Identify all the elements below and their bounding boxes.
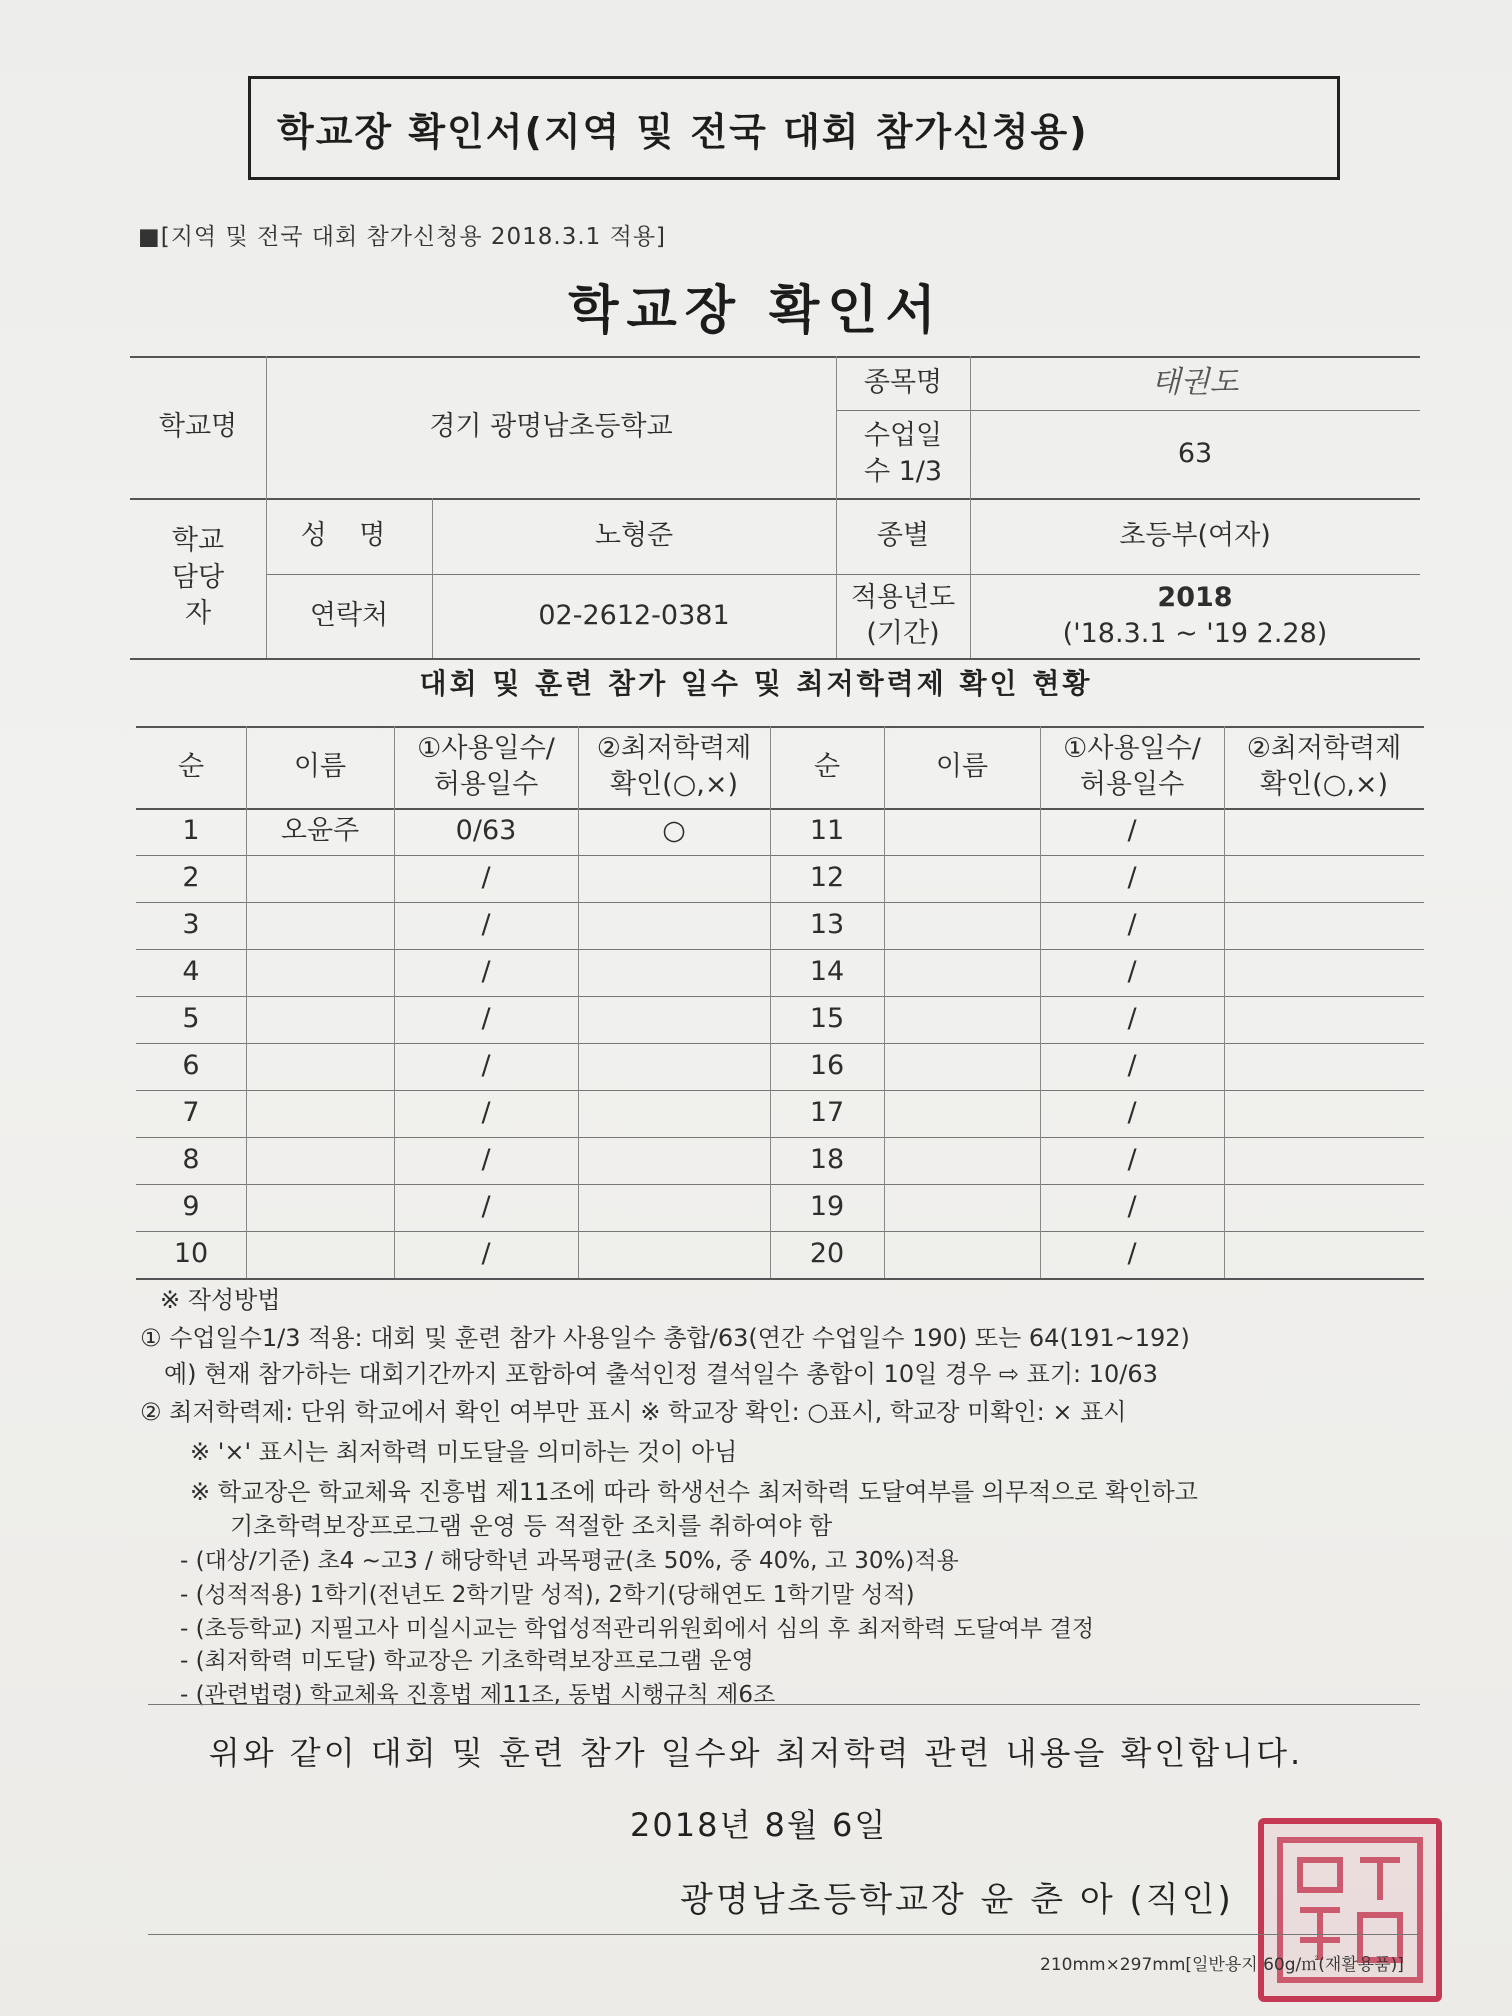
table-cell-check <box>578 902 770 949</box>
table-cell-check <box>578 1043 770 1090</box>
table-cell-no: 19 <box>809 1191 845 1223</box>
table-cell-days: / <box>1127 909 1137 941</box>
table-cell-days: / <box>481 956 491 988</box>
table-cell-check <box>1224 808 1424 855</box>
phone-value: 02-2612-0381 <box>538 599 730 631</box>
table-cell-no: 12 <box>809 862 845 894</box>
table-cell-check <box>578 1137 770 1184</box>
table-cell-name <box>246 1043 394 1090</box>
note-line: ※ '×' 표시는 최저학력 미도달을 의미하는 것이 아님 <box>190 1438 738 1466</box>
school-label: 학교명 <box>158 410 238 442</box>
box-title: 학교장 확인서(지역 및 전국 대회 참가신청용) <box>248 76 1340 180</box>
header-check: ②최저학력제 확인(○,×) <box>596 732 752 800</box>
header-days: ①사용일수/ 허용일수 <box>417 732 555 800</box>
table-row-line <box>136 1278 1424 1280</box>
table-cell-name <box>884 808 1040 855</box>
table-cell-days: / <box>481 1097 491 1129</box>
table-cell-name <box>246 1137 394 1184</box>
table-cell-days: / <box>481 1144 491 1176</box>
table-cell-check <box>1224 1137 1424 1184</box>
note-line: - (최저학력 미도달) 학교장은 기초학력보장프로그램 운영 <box>180 1648 754 1674</box>
table-cell-check <box>578 949 770 996</box>
header-name: 이름 <box>293 750 347 782</box>
category-value: 초등부(여자) <box>1119 519 1271 551</box>
days-value: 63 <box>1177 437 1213 469</box>
note-line: 예) 현재 참가하는 대회기간까지 포함하여 출석인정 결석일수 총합이 10일 경우 ⇨ 표기: 10/63 <box>164 1360 1158 1388</box>
issue-date: 2018년 8월 6일 <box>630 1806 888 1844</box>
table-cell-no: 4 <box>182 956 200 988</box>
category-label: 종별 <box>876 519 930 551</box>
table-cell-check: ○ <box>662 815 686 847</box>
table-cell-check <box>578 1231 770 1278</box>
days-label: 수업일수 1/3 <box>863 419 943 487</box>
note-line: ② 최저학력제: 단위 학교에서 확인 여부만 표시 ※ 학교장 확인: ○표시, 학교장 미확인: × 표시 <box>140 1398 1127 1426</box>
table-cell-name <box>246 1184 394 1231</box>
table-cell-no: 16 <box>809 1050 845 1082</box>
contact-group-label: 학교 담당자 <box>171 525 225 630</box>
section-title: 대회 및 훈련 참가 일수 및 최저학력제 확인 현황 <box>419 667 1093 700</box>
table-cell-check <box>1224 1184 1424 1231</box>
table-cell-days: 0/63 <box>455 815 517 847</box>
table-cell-days: / <box>1127 1097 1137 1129</box>
table-cell-check <box>1224 1231 1424 1278</box>
table-cell-name <box>884 996 1040 1043</box>
table-cell-name <box>246 996 394 1043</box>
table-cell-days: / <box>1127 815 1137 847</box>
name-value: 노형준 <box>594 519 674 551</box>
table-cell-name <box>884 855 1040 902</box>
confirmation-text: 위와 같이 대회 및 훈련 참가 일수와 최저학력 관련 내용을 확인합니다. <box>208 1734 1304 1772</box>
table-cell-check <box>578 996 770 1043</box>
table-cell-no: 17 <box>809 1097 845 1129</box>
table-cell-check <box>1224 1090 1424 1137</box>
year-value: 2018 <box>1157 581 1233 613</box>
footer-divider <box>148 1934 1420 1935</box>
header-no: 순 <box>177 750 205 782</box>
name-label: 성 명 <box>300 519 398 551</box>
table-cell-no: 18 <box>809 1144 845 1176</box>
table-cell-days: / <box>1127 1050 1137 1082</box>
table-cell-days: / <box>481 909 491 941</box>
table-cell-check <box>578 1090 770 1137</box>
table-cell-no: 11 <box>809 815 845 847</box>
table-cell-days: / <box>481 1050 491 1082</box>
table-cell-no: 5 <box>182 1003 200 1035</box>
table-cell-no: 14 <box>809 956 845 988</box>
note-line: 기초학력보장프로그램 운영 등 적절한 조치를 취하여야 함 <box>230 1512 833 1540</box>
table-cell-name <box>884 1137 1040 1184</box>
table-cell-days: / <box>1127 956 1137 988</box>
table-cell-check <box>1224 996 1424 1043</box>
header-name: 이름 <box>935 750 989 782</box>
table-cell-no: 20 <box>809 1238 845 1270</box>
note-line: ※ 학교장은 학교체육 진흥법 제11조에 따라 학생선수 최저학력 도달여부를 의무적으로 확인하고 <box>190 1478 1198 1506</box>
table-cell-name <box>884 949 1040 996</box>
header-no: 순 <box>813 750 841 782</box>
table-cell-check <box>1224 902 1424 949</box>
table-cell-no: 6 <box>182 1050 200 1082</box>
table-cell-days: / <box>481 1191 491 1223</box>
table-cell-check <box>1224 855 1424 902</box>
phone-label: 연락처 <box>309 599 389 631</box>
main-title: 학교장 확인서 <box>568 281 944 341</box>
event-value: 태권도 <box>1151 364 1239 400</box>
table-cell-no: 10 <box>173 1238 209 1270</box>
table-cell-days: / <box>1127 1003 1137 1035</box>
table-cell-check <box>1224 949 1424 996</box>
table-cell-check <box>1224 1043 1424 1090</box>
table-cell-days: / <box>481 1238 491 1270</box>
note-line: ① 수업일수1/3 적용: 대회 및 훈련 참가 사용일수 총합/63(연간 수업일수 190) 또는 64(191~192) <box>140 1324 1190 1352</box>
header-check: ②최저학력제 확인(○,×) <box>1246 732 1402 800</box>
note-line: - (대상/기준) 초4 ~고3 / 해당학년 과목평균(초 50%, 중 40%, 고 30%)적용 <box>180 1548 959 1574</box>
year-label: 적용년도 (기간) <box>850 581 956 649</box>
table-cell-name: 오윤주 <box>280 815 360 847</box>
note-line: - (성적적용) 1학기(전년도 2학기말 성적), 2학기(당해연도 1학기말 성적) <box>180 1582 915 1608</box>
table-cell-days: / <box>481 1003 491 1035</box>
table-cell-name <box>884 1231 1040 1278</box>
table-cell-name <box>246 949 394 996</box>
table-cell-days: / <box>481 862 491 894</box>
table-cell-check <box>578 1184 770 1231</box>
table-cell-name <box>246 1090 394 1137</box>
table-cell-no: 13 <box>809 909 845 941</box>
notes-divider <box>148 1704 1420 1705</box>
note-line: - (관련법령) 학교체육 진흥법 제11조, 동법 시행규칙 제6조 <box>180 1682 776 1708</box>
table-cell-no: 15 <box>809 1003 845 1035</box>
table-cell-name <box>884 902 1040 949</box>
table-cell-no: 1 <box>182 815 200 847</box>
table-cell-no: 2 <box>182 862 200 894</box>
note-line: - (초등학교) 지필고사 미실시교는 학업성적관리위원회에서 심의 후 최저학력 도달여부 결정 <box>180 1616 1095 1642</box>
table-cell-name <box>246 1231 394 1278</box>
table-cell-name <box>884 1184 1040 1231</box>
school-value: 경기 광명남초등학교 <box>429 410 673 442</box>
table-cell-no: 8 <box>182 1144 200 1176</box>
info-bottom-border <box>130 658 1420 660</box>
form-subhead: ■[지역 및 전국 대회 참가신청용 2018.3.1 적용] <box>138 224 667 250</box>
table-cell-days: / <box>1127 1238 1137 1270</box>
year-cell <box>970 574 1420 658</box>
note-line: ※ 작성방법 <box>160 1286 281 1314</box>
header-days: ①사용일수/ 허용일수 <box>1063 732 1201 800</box>
table-cell-name <box>884 1090 1040 1137</box>
table-cell-days: / <box>1127 862 1137 894</box>
table-cell-check <box>578 855 770 902</box>
table-cell-days: / <box>1127 1144 1137 1176</box>
table-cell-no: 3 <box>182 909 200 941</box>
period-value: ('18.3.1 ~ '19 2.28) <box>1062 618 1328 649</box>
table-cell-name <box>246 902 394 949</box>
event-label: 종목명 <box>863 366 943 398</box>
table-cell-days: / <box>1127 1191 1137 1223</box>
table-cell-name <box>884 1043 1040 1090</box>
principal-signature-line: 광명남초등학교장 윤 춘 아 (직인) <box>680 1880 1234 1920</box>
paper-spec-footer: 210mm×297mm[일반용지 60g/㎡(재활용품)] <box>1040 1955 1404 1975</box>
table-cell-no: 9 <box>182 1191 200 1223</box>
table-cell-name <box>246 855 394 902</box>
table-cell-no: 7 <box>182 1097 200 1129</box>
